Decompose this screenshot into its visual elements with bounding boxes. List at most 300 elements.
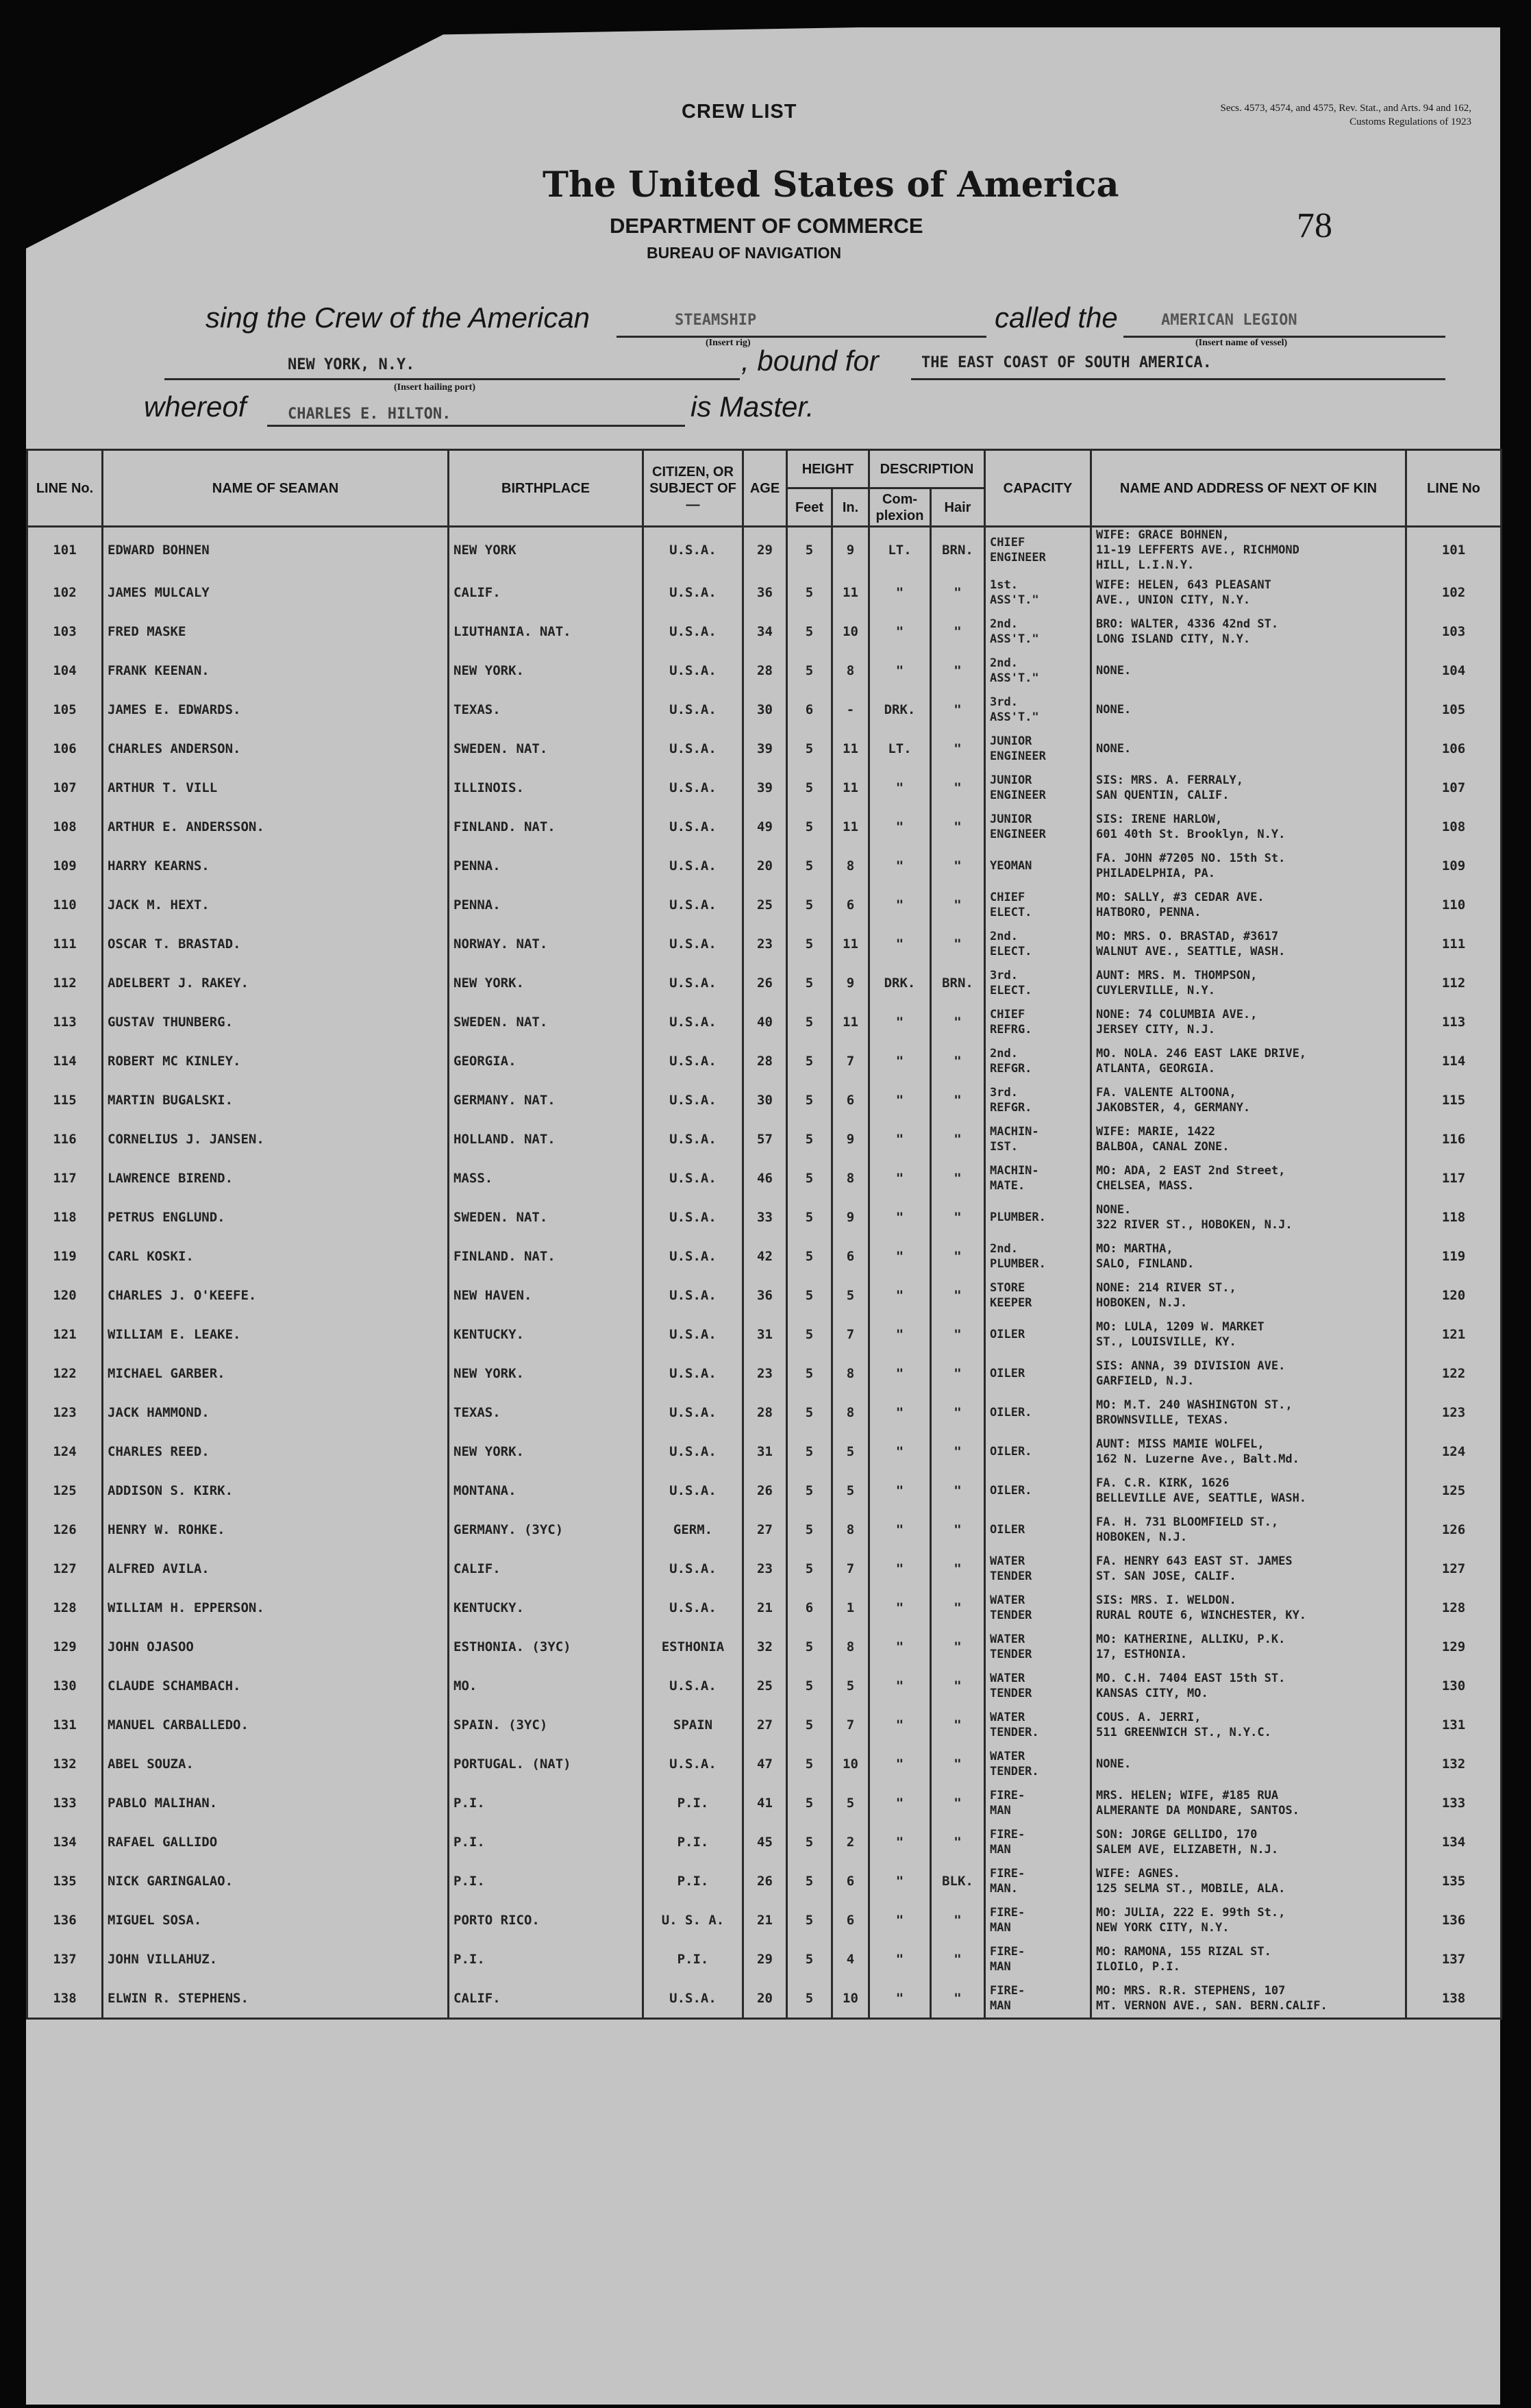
birthplace: GERMANY. NAT. <box>449 1080 643 1119</box>
crew-row <box>27 1471 1502 1510</box>
statute-note: Secs. 4573, 4574, and 4575, Rev. Stat., and Arts. 94 and 162, Customs Regulations of 1923 <box>1220 103 1471 127</box>
line-number-right: 127 <box>1406 1549 1502 1588</box>
citizenship: U.S.A. <box>643 1393 743 1432</box>
height-inches: 6 <box>832 1861 869 1900</box>
citizenship: U.S.A. <box>643 1315 743 1354</box>
height-inches: 9 <box>832 1197 869 1237</box>
line-number-right: 125 <box>1406 1471 1502 1510</box>
birthplace: FINLAND. NAT. <box>449 1237 643 1276</box>
birthplace: SWEDEN. NAT. <box>449 1197 643 1237</box>
age: 28 <box>743 651 787 690</box>
line-number: 131 <box>27 1705 103 1744</box>
birthplace: NEW YORK. <box>449 963 643 1002</box>
line-number-right: 114 <box>1406 1041 1502 1080</box>
height-feet: 5 <box>787 1119 832 1158</box>
line-number: 117 <box>27 1158 103 1197</box>
height-feet: 5 <box>787 1354 832 1393</box>
page-number: 78 <box>1297 206 1332 245</box>
seaman-name: JACK HAMMOND. <box>103 1393 449 1432</box>
complexion: " <box>869 1900 931 1939</box>
line-number-right: 137 <box>1406 1939 1502 1978</box>
height-feet: 5 <box>787 963 832 1002</box>
capacity: STORE KEEPER <box>985 1276 1091 1315</box>
crew-row <box>27 1783 1502 1822</box>
next-of-kin: MO: JULIA, 222 E. 99th St., NEW YORK CITY, N.Y. <box>1091 1900 1406 1939</box>
form-title: CREW LIST <box>682 101 797 123</box>
crew-row <box>27 651 1502 690</box>
citizenship: U.S.A. <box>643 1471 743 1510</box>
height-feet: 5 <box>787 1041 832 1080</box>
age: 21 <box>743 1588 787 1627</box>
seaman-name: ADDISON S. KIRK. <box>103 1471 449 1510</box>
citizenship: U.S.A. <box>643 885 743 924</box>
height-inches: 5 <box>832 1432 869 1471</box>
hair: " <box>931 1354 985 1393</box>
hair: " <box>931 807 985 846</box>
col-description: DESCRIPTION <box>869 450 985 488</box>
capacity: FIRE- MAN. <box>985 1861 1091 1900</box>
line-number: 138 <box>27 1978 103 2019</box>
next-of-kin: AUNT: MISS MAMIE WOLFEL, 162 N. Luzerne Ave., Balt.Md. <box>1091 1432 1406 1471</box>
crew-row <box>27 729 1502 768</box>
destination-value: THE EAST COAST OF SOUTH AMERICA. <box>921 354 1212 371</box>
height-inches: 11 <box>832 924 869 963</box>
line-number-right: 108 <box>1406 807 1502 846</box>
crew-row <box>27 690 1502 729</box>
complexion: DRK. <box>869 690 931 729</box>
height-feet: 5 <box>787 1783 832 1822</box>
crew-row <box>27 1705 1502 1744</box>
age: 25 <box>743 1666 787 1705</box>
hair: " <box>931 1705 985 1744</box>
master-line <box>267 425 685 427</box>
line-number-right: 134 <box>1406 1822 1502 1861</box>
citizenship: U.S.A. <box>643 1744 743 1783</box>
hair: " <box>931 1822 985 1861</box>
seaman-name: JAMES MULCALY <box>103 573 449 612</box>
line-number: 128 <box>27 1588 103 1627</box>
line-number-right: 130 <box>1406 1666 1502 1705</box>
line-number: 111 <box>27 924 103 963</box>
age: 39 <box>743 768 787 807</box>
next-of-kin: MO: MRS. R.R. STEPHENS, 107 MT. VERNON AVE., SAN. BERN.CALIF. <box>1091 1978 1406 2019</box>
line-number: 121 <box>27 1315 103 1354</box>
capacity: 2nd. ASS'T." <box>985 651 1091 690</box>
crew-row <box>27 1549 1502 1588</box>
complexion: " <box>869 573 931 612</box>
capacity: OILER <box>985 1354 1091 1393</box>
crew-row <box>27 1900 1502 1939</box>
line-number: 137 <box>27 1939 103 1978</box>
line-number-right: 133 <box>1406 1783 1502 1822</box>
line-number-right: 132 <box>1406 1744 1502 1783</box>
capacity: JUNIOR ENGINEER <box>985 768 1091 807</box>
crew-row <box>27 1197 1502 1237</box>
hair: BRN. <box>931 527 985 573</box>
height-feet: 5 <box>787 1705 832 1744</box>
hair: " <box>931 1783 985 1822</box>
height-feet: 5 <box>787 651 832 690</box>
next-of-kin: NONE. <box>1091 690 1406 729</box>
birthplace: MO. <box>449 1666 643 1705</box>
next-of-kin: SIS: IRENE HARLOW, 601 40th St. Brooklyn, N.Y. <box>1091 807 1406 846</box>
complexion: " <box>869 1666 931 1705</box>
next-of-kin: MRS. HELEN; WIFE, #185 RUA ALMERANTE DA MONDARE, SANTOS. <box>1091 1783 1406 1822</box>
capacity: 3rd. ELECT. <box>985 963 1091 1002</box>
line-number: 118 <box>27 1197 103 1237</box>
height-feet: 5 <box>787 1471 832 1510</box>
bound-for-label: , bound for <box>741 345 879 377</box>
line-number: 132 <box>27 1744 103 1783</box>
hair: BRN. <box>931 963 985 1002</box>
birthplace: MONTANA. <box>449 1471 643 1510</box>
crew-row <box>27 1080 1502 1119</box>
line-number: 116 <box>27 1119 103 1158</box>
line-number-right: 124 <box>1406 1432 1502 1471</box>
age: 31 <box>743 1432 787 1471</box>
crew-row <box>27 1119 1502 1158</box>
age: 40 <box>743 1002 787 1041</box>
seaman-name: CARL KOSKI. <box>103 1237 449 1276</box>
seaman-name: CHARLES J. O'KEEFE. <box>103 1276 449 1315</box>
height-feet: 5 <box>787 1900 832 1939</box>
age: 26 <box>743 1861 787 1900</box>
complexion: " <box>869 846 931 885</box>
capacity: OILER. <box>985 1432 1091 1471</box>
citizenship: P.I. <box>643 1783 743 1822</box>
complexion: " <box>869 807 931 846</box>
line-number-right: 135 <box>1406 1861 1502 1900</box>
crew-row <box>27 1002 1502 1041</box>
height-feet: 5 <box>787 1237 832 1276</box>
rig-value: STEAMSHIP <box>675 312 757 329</box>
next-of-kin: NONE. 322 RIVER ST., HOBOKEN, N.J. <box>1091 1197 1406 1237</box>
hair: BLK. <box>931 1861 985 1900</box>
port-value: NEW YORK, N.Y. <box>288 356 415 373</box>
capacity: YEOMAN <box>985 846 1091 885</box>
seaman-name: ARTHUR T. VILL <box>103 768 449 807</box>
height-feet: 5 <box>787 612 832 651</box>
next-of-kin: SIS: ANNA, 39 DIVISION AVE. GARFIELD, N.J. <box>1091 1354 1406 1393</box>
hair: " <box>931 1549 985 1588</box>
crew-row <box>27 527 1502 573</box>
crew-row <box>27 1432 1502 1471</box>
complexion: " <box>869 1471 931 1510</box>
line-number: 129 <box>27 1627 103 1666</box>
citizenship: U.S.A. <box>643 768 743 807</box>
height-feet: 5 <box>787 1978 832 2019</box>
height-inches: 5 <box>832 1666 869 1705</box>
department-name: DEPARTMENT OF COMMERCE <box>610 214 923 238</box>
citizenship: P.I. <box>643 1861 743 1900</box>
hair: " <box>931 573 985 612</box>
next-of-kin: SIS: MRS. A. FERRALY, SAN QUENTIN, CALIF. <box>1091 768 1406 807</box>
height-feet: 5 <box>787 1197 832 1237</box>
height-feet: 5 <box>787 1510 832 1549</box>
hair: " <box>931 651 985 690</box>
next-of-kin: SON: JORGE GELLIDO, 170 SALEM AVE, ELIZABETH, N.J. <box>1091 1822 1406 1861</box>
age: 20 <box>743 1978 787 2019</box>
height-inches: 7 <box>832 1315 869 1354</box>
height-inches: 8 <box>832 651 869 690</box>
capacity: FIRE- MAN <box>985 1822 1091 1861</box>
line-number-right: 106 <box>1406 729 1502 768</box>
crew-row <box>27 807 1502 846</box>
seaman-name: MICHAEL GARBER. <box>103 1354 449 1393</box>
seaman-name: LAWRENCE BIREND. <box>103 1158 449 1197</box>
next-of-kin: FA. H. 731 BLOOMFIELD ST., HOBOKEN, N.J. <box>1091 1510 1406 1549</box>
citizenship: U.S.A. <box>643 1237 743 1276</box>
line-number-right: 111 <box>1406 924 1502 963</box>
line-number: 103 <box>27 612 103 651</box>
citizenship: U.S.A. <box>643 807 743 846</box>
height-feet: 5 <box>787 1822 832 1861</box>
age: 57 <box>743 1119 787 1158</box>
age: 42 <box>743 1237 787 1276</box>
age: 45 <box>743 1822 787 1861</box>
height-inches: 7 <box>832 1549 869 1588</box>
crew-row <box>27 1744 1502 1783</box>
seaman-name: PETRUS ENGLUND. <box>103 1197 449 1237</box>
next-of-kin: BRO: WALTER, 4336 42nd ST. LONG ISLAND CITY, N.Y. <box>1091 612 1406 651</box>
line-number-right: 138 <box>1406 1978 1502 2019</box>
line-number: 109 <box>27 846 103 885</box>
capacity: FIRE- MAN <box>985 1783 1091 1822</box>
seaman-name: ARTHUR E. ANDERSSON. <box>103 807 449 846</box>
crew-table <box>26 449 1502 2020</box>
line-number: 134 <box>27 1822 103 1861</box>
crew-row <box>27 1510 1502 1549</box>
is-master-label: is Master. <box>690 390 814 423</box>
crew-row <box>27 768 1502 807</box>
height-feet: 5 <box>787 885 832 924</box>
seaman-name: CHARLES ANDERSON. <box>103 729 449 768</box>
next-of-kin: MO: ADA, 2 EAST 2nd Street, CHELSEA, MASS. <box>1091 1158 1406 1197</box>
crew-row <box>27 885 1502 924</box>
hair: " <box>931 1666 985 1705</box>
seaman-name: JOHN VILLAHUZ. <box>103 1939 449 1978</box>
seaman-name: GUSTAV THUNBERG. <box>103 1002 449 1041</box>
height-feet: 6 <box>787 690 832 729</box>
citizenship: SPAIN <box>643 1705 743 1744</box>
age: 41 <box>743 1783 787 1822</box>
line-number: 126 <box>27 1510 103 1549</box>
age: 20 <box>743 846 787 885</box>
next-of-kin: WIFE: GRACE BOHNEN, 11-19 LEFFERTS AVE., RICHMOND HILL, L.I.N.Y. <box>1091 527 1406 573</box>
birthplace: MASS. <box>449 1158 643 1197</box>
complexion: " <box>869 1627 931 1666</box>
birthplace: LIUTHANIA. NAT. <box>449 612 643 651</box>
capacity: CHIEF REFRG. <box>985 1002 1091 1041</box>
line-number-right: 136 <box>1406 1900 1502 1939</box>
capacity: OILER <box>985 1315 1091 1354</box>
height-feet: 5 <box>787 807 832 846</box>
line-number: 124 <box>27 1432 103 1471</box>
height-inches: 6 <box>832 885 869 924</box>
line-number-right: 102 <box>1406 573 1502 612</box>
height-inches: 11 <box>832 573 869 612</box>
citizenship: U.S.A. <box>643 527 743 573</box>
next-of-kin: MO: SALLY, #3 CEDAR AVE. HATBORO, PENNA. <box>1091 885 1406 924</box>
seaman-name: FRED MASKE <box>103 612 449 651</box>
citizenship: GERM. <box>643 1510 743 1549</box>
capacity: WATER TENDER <box>985 1588 1091 1627</box>
seaman-name: MIGUEL SOSA. <box>103 1900 449 1939</box>
complexion: " <box>869 1393 931 1432</box>
col-hair: Hair <box>931 488 985 527</box>
age: 32 <box>743 1627 787 1666</box>
complexion: " <box>869 1510 931 1549</box>
vessel-hint: (Insert name of vessel) <box>1195 338 1288 348</box>
crew-row <box>27 1978 1502 2019</box>
line-number-right: 121 <box>1406 1315 1502 1354</box>
line-number-right: 120 <box>1406 1276 1502 1315</box>
height-inches: 7 <box>832 1041 869 1080</box>
complexion: " <box>869 651 931 690</box>
country-title: The United States of America <box>543 164 1119 206</box>
line-number-right: 109 <box>1406 846 1502 885</box>
height-inches: 9 <box>832 963 869 1002</box>
line-number: 135 <box>27 1861 103 1900</box>
hair: " <box>931 1432 985 1471</box>
hair: " <box>931 1119 985 1158</box>
capacity: WATER TENDER <box>985 1666 1091 1705</box>
next-of-kin: MO: LULA, 1209 W. MARKET ST., LOUISVILLE, KY. <box>1091 1315 1406 1354</box>
col-feet: Feet <box>787 488 832 527</box>
rig-line <box>617 336 986 338</box>
height-feet: 5 <box>787 1861 832 1900</box>
birthplace: NEW YORK. <box>449 1354 643 1393</box>
crew-phrase: sing the Crew of the American <box>206 301 590 334</box>
crew-row <box>27 963 1502 1002</box>
age: 36 <box>743 1276 787 1315</box>
line-number: 115 <box>27 1080 103 1119</box>
age: 31 <box>743 1315 787 1354</box>
capacity: WATER TENDER. <box>985 1744 1091 1783</box>
called-the-label: called the <box>995 301 1118 334</box>
citizenship: U.S.A. <box>643 1549 743 1588</box>
age: 27 <box>743 1705 787 1744</box>
citizenship: ESTHONIA <box>643 1627 743 1666</box>
height-inches: 8 <box>832 1354 869 1393</box>
height-inches: 6 <box>832 1900 869 1939</box>
age: 26 <box>743 963 787 1002</box>
age: 49 <box>743 807 787 846</box>
crew-row <box>27 1354 1502 1393</box>
seaman-name: FRANK KEENAN. <box>103 651 449 690</box>
birthplace: PENNA. <box>449 885 643 924</box>
height-feet: 5 <box>787 1666 832 1705</box>
capacity: 2nd. PLUMBER. <box>985 1237 1091 1276</box>
line-number: 127 <box>27 1549 103 1588</box>
complexion: " <box>869 1197 931 1237</box>
whereof-label: whereof <box>144 390 247 423</box>
age: 47 <box>743 1744 787 1783</box>
seaman-name: CLAUDE SCHAMBACH. <box>103 1666 449 1705</box>
line-number-right: 122 <box>1406 1354 1502 1393</box>
line-number-right: 104 <box>1406 651 1502 690</box>
birthplace: HOLLAND. NAT. <box>449 1119 643 1158</box>
hair: " <box>931 1197 985 1237</box>
crew-row <box>27 1627 1502 1666</box>
complexion: " <box>869 1041 931 1080</box>
line-number: 122 <box>27 1354 103 1393</box>
next-of-kin: WIFE: HELEN, 643 PLEASANT AVE., UNION CITY, N.Y. <box>1091 573 1406 612</box>
complexion: " <box>869 1315 931 1354</box>
seaman-name: OSCAR T. BRASTAD. <box>103 924 449 963</box>
birthplace: P.I. <box>449 1939 643 1978</box>
birthplace: NEW HAVEN. <box>449 1276 643 1315</box>
height-inches: 6 <box>832 1080 869 1119</box>
capacity: 2nd. REFGR. <box>985 1041 1091 1080</box>
master-value: CHARLES E. HILTON. <box>288 406 451 423</box>
citizenship: U.S.A. <box>643 1588 743 1627</box>
complexion: " <box>869 924 931 963</box>
birthplace: CALIF. <box>449 1549 643 1588</box>
line-number: 119 <box>27 1237 103 1276</box>
seaman-name: HENRY W. ROHKE. <box>103 1510 449 1549</box>
citizenship: U.S.A. <box>643 1276 743 1315</box>
line-number: 113 <box>27 1002 103 1041</box>
height-feet: 5 <box>787 1276 832 1315</box>
next-of-kin: MO: MARTHA, SALO, FINLAND. <box>1091 1237 1406 1276</box>
hair: " <box>931 1939 985 1978</box>
height-inches: 7 <box>832 1705 869 1744</box>
citizenship: U.S.A. <box>643 1158 743 1197</box>
age: 26 <box>743 1471 787 1510</box>
seaman-name: EDWARD BOHNEN <box>103 527 449 573</box>
age: 27 <box>743 1510 787 1549</box>
age: 30 <box>743 1080 787 1119</box>
citizenship: U. S. A. <box>643 1900 743 1939</box>
complexion: " <box>869 1158 931 1197</box>
seaman-name: ALFRED AVILA. <box>103 1549 449 1588</box>
birthplace: NORWAY. NAT. <box>449 924 643 963</box>
birthplace: PORTUGAL. (NAT) <box>449 1744 643 1783</box>
vessel-value: AMERICAN LEGION <box>1161 312 1297 329</box>
height-feet: 5 <box>787 1315 832 1354</box>
line-number: 112 <box>27 963 103 1002</box>
height-inches: 10 <box>832 1744 869 1783</box>
height-inches: 8 <box>832 1158 869 1197</box>
next-of-kin: MO: M.T. 240 WASHINGTON ST., BROWNSVILLE, TEXAS. <box>1091 1393 1406 1432</box>
hair: " <box>931 1158 985 1197</box>
col-line-no-right: LINE No <box>1406 450 1502 527</box>
capacity: OILER. <box>985 1471 1091 1510</box>
complexion: " <box>869 1354 931 1393</box>
citizenship: U.S.A. <box>643 573 743 612</box>
height-inches: 9 <box>832 1119 869 1158</box>
complexion: " <box>869 1080 931 1119</box>
height-feet: 5 <box>787 1432 832 1471</box>
capacity: JUNIOR ENGINEER <box>985 807 1091 846</box>
age: 46 <box>743 1158 787 1197</box>
seaman-name: PABLO MALIHAN. <box>103 1783 449 1822</box>
line-number-right: 123 <box>1406 1393 1502 1432</box>
age: 21 <box>743 1900 787 1939</box>
next-of-kin: WIFE: AGNES. 125 SELMA ST., MOBILE, ALA. <box>1091 1861 1406 1900</box>
port-hint: (Insert hailing port) <box>394 382 475 393</box>
col-next-of-kin: NAME AND ADDRESS OF NEXT OF KIN <box>1091 450 1406 527</box>
next-of-kin: FA. C.R. KIRK, 1626 BELLEVILLE AVE, SEATTLE, WASH. <box>1091 1471 1406 1510</box>
hair: " <box>931 1041 985 1080</box>
capacity: 1st. ASS'T." <box>985 573 1091 612</box>
line-number: 107 <box>27 768 103 807</box>
complexion: " <box>869 1276 931 1315</box>
line-number-right: 107 <box>1406 768 1502 807</box>
seaman-name: ADELBERT J. RAKEY. <box>103 963 449 1002</box>
birthplace: P.I. <box>449 1783 643 1822</box>
